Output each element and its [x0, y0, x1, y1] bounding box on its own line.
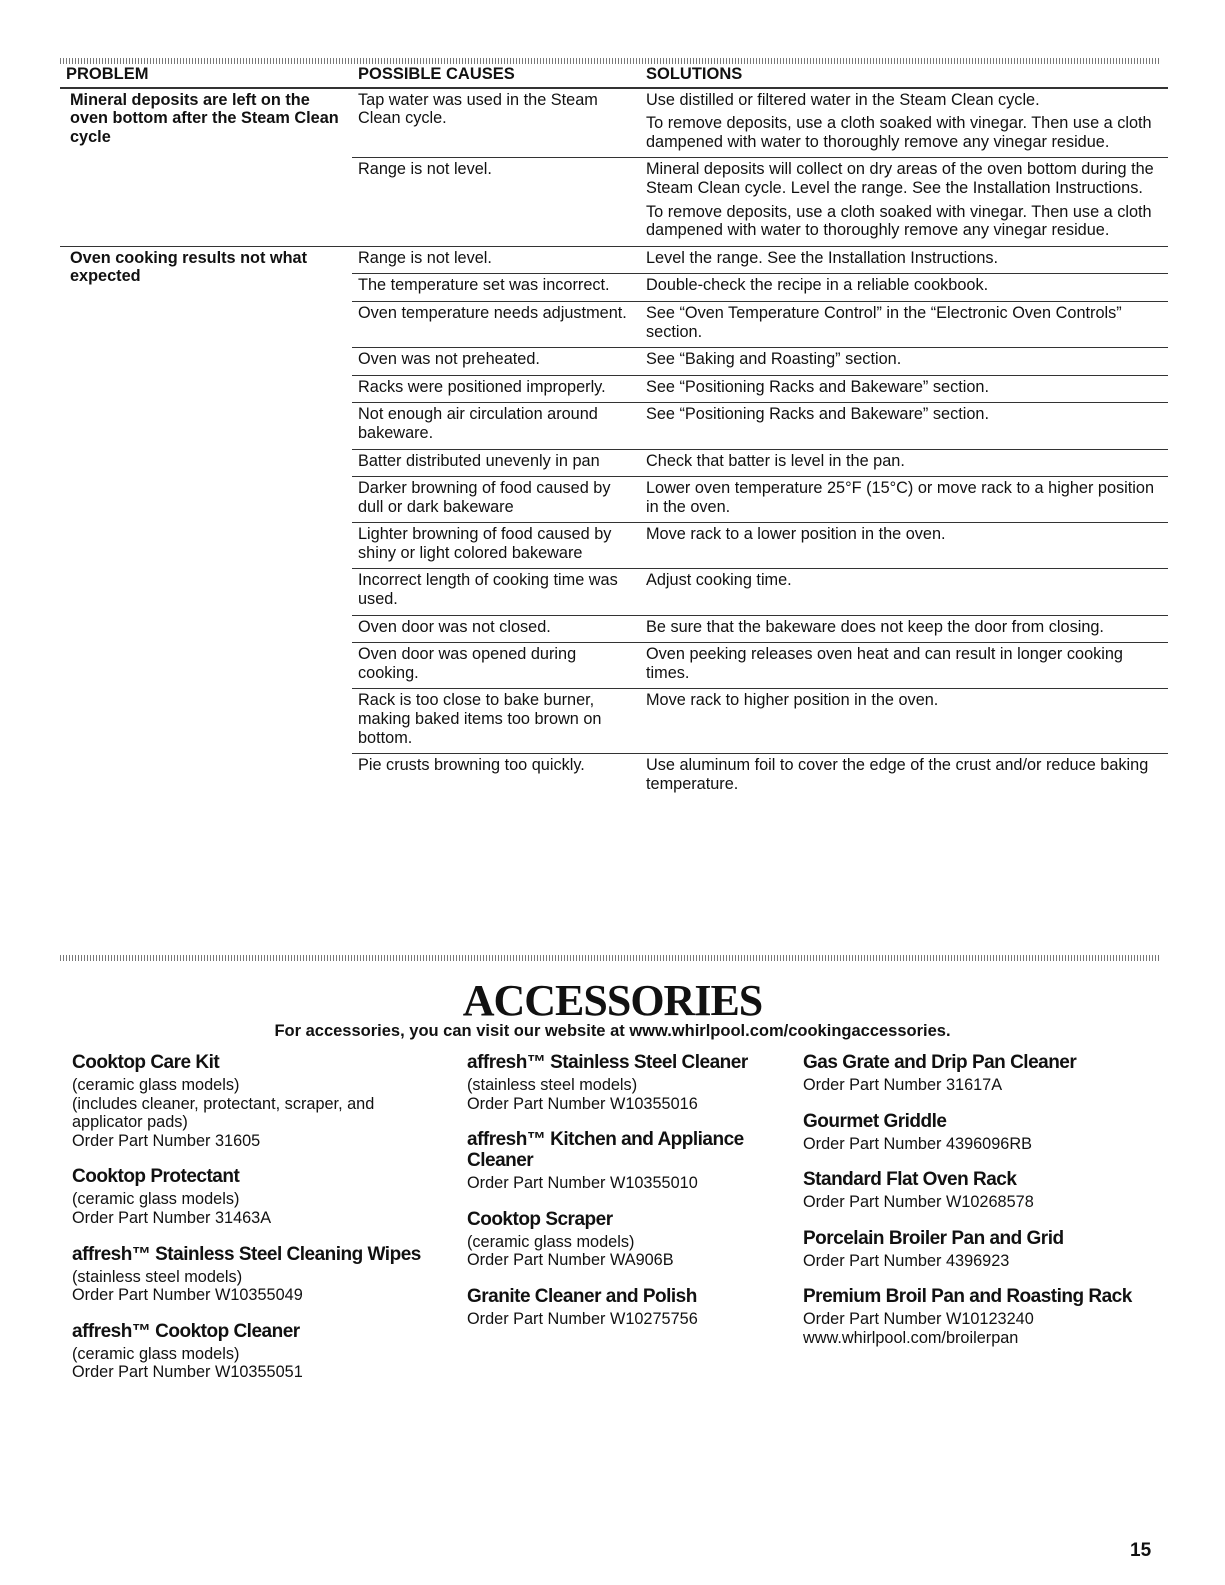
- accessory-detail: (ceramic glass models): [72, 1344, 240, 1363]
- solution-text: Mineral deposits will collect on dry areas of the oven bottom during the Steam Clean cycle. Level the range. See the Installation Instructions.: [646, 160, 1154, 197]
- accessory-name: affresh™ Kitchen and Appliance Cleaner: [467, 1129, 744, 1172]
- solution-text: Move rack to higher position in the oven.: [646, 691, 939, 710]
- cause-cell: Darker browning of food caused by dull or dark bakeware: [352, 477, 640, 523]
- solution-text: See “Positioning Racks and Bakeware” section.: [646, 405, 989, 424]
- solution-text: See “Baking and Roasting” section.: [646, 350, 902, 369]
- accessory-item: [72, 1244, 442, 1305]
- cause-cell: Range is not level.: [352, 246, 640, 274]
- accessory-detail: (stainless steel models): [467, 1076, 638, 1094]
- accessory-detail: www.whirlpool.com/broilerpan: [803, 1328, 1019, 1347]
- accessory-item: [467, 1129, 787, 1193]
- cause-cell: Oven door was opened during cooking.: [352, 643, 640, 689]
- solution-cell: [640, 615, 1168, 643]
- accessory-item: [467, 1286, 787, 1329]
- accessory-detail: (ceramic glass models): [467, 1232, 635, 1251]
- accessory-detail: Order Part Number 4396923: [803, 1251, 1010, 1270]
- cause-cell: Range is not level.: [352, 158, 640, 246]
- solution-text: To remove deposits, use a cloth soaked with vinegar. Then use a cloth dampened with water to thoroughly remove any vinegar residue.: [646, 202, 1152, 240]
- cause-cell: Oven temperature needs adjustment.: [352, 301, 640, 347]
- accessory-detail: Order Part Number W10355010: [467, 1174, 698, 1193]
- solution-cell: [640, 403, 1168, 449]
- accessory-detail: Order Part Number 31463A: [72, 1208, 272, 1227]
- cause-cell: Racks were positioned improperly.: [352, 375, 640, 403]
- accessory-detail: Order Part Number 4396096RB: [803, 1134, 1032, 1153]
- accessory-item: [803, 1052, 1163, 1095]
- header-possible-causes: POSSIBLE CAUSES: [352, 62, 640, 88]
- page-number: 15: [1130, 1540, 1152, 1561]
- accessory-name: Cooktop Care Kit: [72, 1052, 220, 1073]
- cause-cell: Not enough air circulation around bakeware.: [352, 403, 640, 449]
- solution-text: See “Oven Temperature Control” in the “Electronic Oven Controls” section.: [646, 303, 1122, 341]
- accessory-name: Premium Broil Pan and Roasting Rack: [803, 1286, 1132, 1308]
- accessory-item: [803, 1228, 1163, 1271]
- accessories-intro: For accessories, you can visit our website at www.whirlpool.com/cookingaccessories.: [274, 1022, 951, 1040]
- accessory-name: affresh™ Cooktop Cleaner: [72, 1320, 300, 1342]
- solution-text: Use aluminum foil to cover the edge of the crust and/or reduce baking temperature.: [646, 756, 1149, 793]
- solution-cell: [640, 754, 1168, 800]
- solution-text: To remove deposits, use a cloth soaked with vinegar. Then use a cloth dampened with water to thoroughly remove any vinegar residue.: [646, 114, 1152, 151]
- cause-cell: Oven door was not closed.: [352, 615, 640, 643]
- solution-cell: [640, 477, 1168, 523]
- accessory-detail: Order Part Number W10355049: [72, 1286, 303, 1305]
- solution-text: Check that batter is level in the pan.: [646, 451, 905, 470]
- cause-cell: Lighter browning of food caused by shiny or light colored bakeware: [352, 523, 640, 569]
- solution-text: Move rack to a lower position in the oven.: [646, 525, 946, 544]
- accessory-detail: Order Part Number 31605: [72, 1131, 261, 1150]
- accessory-name: Granite Cleaner and Polish: [467, 1285, 697, 1307]
- troubleshooting-body: [60, 88, 1168, 800]
- bottom-hatched-rule: [60, 955, 1160, 961]
- accessory-name: Porcelain Broiler Pan and Grid: [803, 1227, 1064, 1249]
- cause-cell: Rack is too close to bake burner, making baked items too brown on bottom.: [352, 689, 640, 754]
- accessory-item: [72, 1052, 442, 1150]
- accessory-detail: (ceramic glass models): [72, 1190, 240, 1209]
- cause-cell: Tap water was used in the Steam Clean cycle.: [352, 88, 640, 158]
- cause-cell: Oven was not preheated.: [352, 348, 640, 376]
- solution-cell: [640, 158, 1168, 246]
- accessory-detail: Order Part Number 31617A: [803, 1076, 1003, 1094]
- accessory-detail: Order Part Number W10275756: [467, 1309, 698, 1328]
- table-row: [60, 246, 1168, 274]
- accessory-item: [72, 1166, 442, 1227]
- cause-cell: Batter distributed unevenly in pan: [352, 449, 640, 477]
- cause-cell: Pie crusts browning too quickly.: [352, 754, 640, 800]
- solution-cell: [640, 301, 1168, 347]
- accessory-item: [72, 1321, 442, 1382]
- accessory-item: [467, 1209, 787, 1270]
- accessories-title: ACCESSORIES: [462, 976, 763, 1025]
- solution-text: Level the range. See the Installation Instructions.: [646, 248, 999, 267]
- solution-text: Be sure that the bakeware does not keep the door from closing.: [646, 617, 1104, 636]
- solution-cell: [640, 375, 1168, 403]
- solution-cell: [640, 449, 1168, 477]
- solution-text: Use distilled or filtered water in the Steam Clean cycle.: [646, 90, 1040, 109]
- solution-cell: [640, 643, 1168, 689]
- solution-cell: [640, 246, 1168, 274]
- accessory-detail: (ceramic glass models): [72, 1076, 240, 1094]
- solution-text: Oven peeking releases oven heat and can result in longer cooking times.: [646, 645, 1123, 682]
- solution-text: Double-check the recipe in a reliable cookbook.: [646, 276, 989, 295]
- solution-cell: [640, 689, 1168, 754]
- accessory-name: Cooktop Scraper: [467, 1208, 613, 1230]
- accessory-item: [803, 1286, 1163, 1347]
- problem-cell: Oven cooking results not what expected: [60, 246, 352, 799]
- accessory-detail: Order Part Number W10123240: [803, 1310, 1034, 1329]
- solution-cell: [640, 523, 1168, 569]
- accessory-item: [467, 1052, 787, 1113]
- accessory-detail: Order Part Number W10355051: [72, 1363, 303, 1382]
- header-problem: PROBLEM: [60, 62, 352, 88]
- troubleshooting-table: [60, 62, 1168, 799]
- accessory-detail: Order Part Number W10355016: [467, 1094, 698, 1113]
- accessory-item: [803, 1111, 1163, 1154]
- solution-cell: [640, 569, 1168, 615]
- accessories-column-2: [467, 1052, 787, 1345]
- solution-text: See “Positioning Racks and Bakeware” section.: [646, 377, 989, 396]
- accessory-name: Standard Flat Oven Rack: [803, 1169, 1017, 1191]
- accessory-detail: Order Part Number W10268578: [803, 1193, 1034, 1212]
- accessory-name: affresh™ Stainless Steel Cleaner: [467, 1052, 748, 1073]
- cause-cell: The temperature set was incorrect.: [352, 274, 640, 302]
- cause-cell: Incorrect length of cooking time was used.: [352, 569, 640, 615]
- table-row: [60, 88, 1168, 158]
- solution-cell: [640, 88, 1168, 158]
- accessory-detail: Order Part Number WA906B: [467, 1251, 674, 1270]
- accessory-detail: (includes cleaner, protectant, scraper, and applicator pads): [72, 1094, 375, 1132]
- solution-text: Lower oven temperature 25°F (15°C) or move rack to a higher position in the oven.: [646, 479, 1155, 516]
- accessory-name: Gourmet Griddle: [803, 1110, 947, 1132]
- accessory-name: Gas Grate and Drip Pan Cleaner: [803, 1052, 1077, 1073]
- header-solutions: SOLUTIONS: [640, 62, 1168, 88]
- accessory-name: affresh™ Stainless Steel Cleaning Wipes: [72, 1243, 421, 1265]
- table-header-row: [60, 62, 1168, 88]
- solution-text: Adjust cooking time.: [646, 571, 792, 590]
- accessory-item: [803, 1169, 1163, 1212]
- accessory-detail: (stainless steel models): [72, 1267, 243, 1286]
- solution-cell: [640, 274, 1168, 302]
- accessories-column-3: [803, 1052, 1163, 1364]
- solution-cell: [640, 348, 1168, 376]
- accessory-name: Cooktop Protectant: [72, 1166, 240, 1188]
- problem-cell: Mineral deposits are left on the oven bottom after the Steam Clean cycle: [60, 88, 352, 247]
- accessories-column-1: [72, 1052, 442, 1398]
